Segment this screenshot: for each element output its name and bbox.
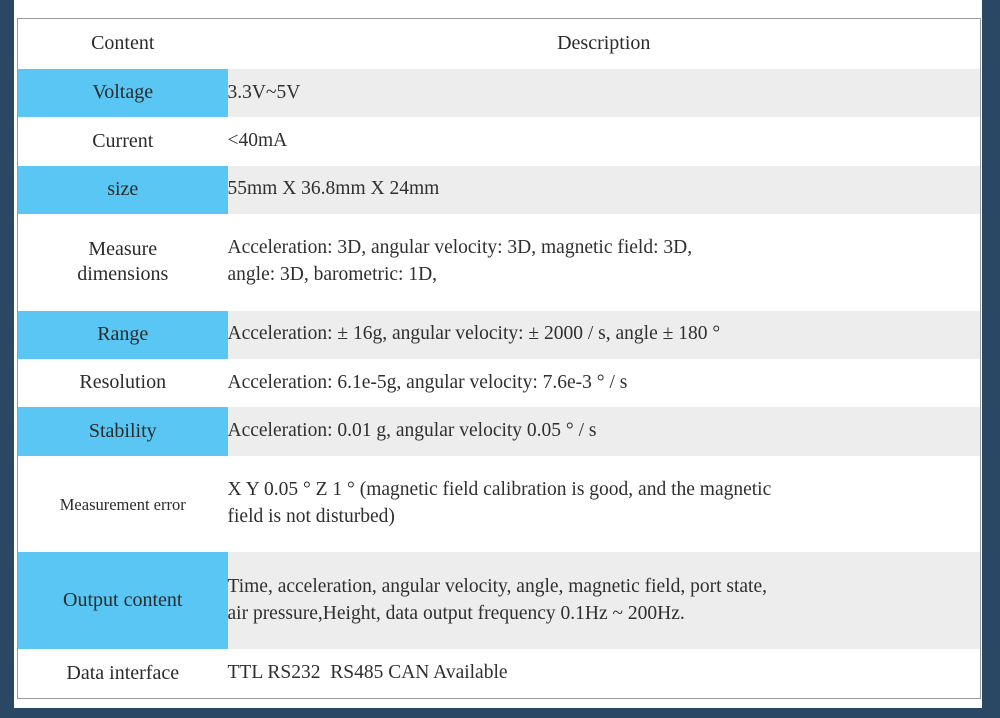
slide-bottom-accent-bar	[0, 708, 1000, 718]
row-label-cell: Data interface	[18, 649, 228, 698]
row-label-cell: Resolution	[18, 359, 228, 407]
row-label-line: Measure	[88, 237, 158, 260]
row-description-line: TTL RS232 RS485 CAN Available	[227, 662, 508, 684]
header-cell-description: Description	[228, 19, 981, 69]
table-row	[18, 214, 981, 311]
table-row	[18, 311, 981, 359]
row-label-cell: Range	[18, 311, 228, 359]
slide-left-accent-bar	[0, 0, 14, 718]
row-label-line: dimensions	[77, 263, 169, 286]
slide-right-accent-bar	[982, 0, 1000, 718]
row-label-cell: Voltage	[18, 69, 228, 117]
row-description-line: Acceleration: 3D, angular velocity: 3D, magnetic field: 3D,	[227, 237, 693, 259]
specification-table	[17, 18, 981, 699]
table-body	[18, 19, 981, 699]
row-label-cell: Current	[18, 117, 228, 165]
row-description-line: 55mm X 36.8mm X 24mm	[227, 178, 440, 200]
row-description-cell	[228, 407, 981, 455]
table-row	[18, 166, 981, 214]
row-description-line: Acceleration: 6.1e-5g, angular velocity: 7.6e-3 ° / s	[227, 371, 628, 393]
row-description-line: Acceleration: 0.01 g, angular velocity 0.05 ° / s	[227, 420, 597, 442]
row-description-cell	[228, 649, 981, 698]
table-row	[18, 359, 981, 407]
table-row	[18, 552, 981, 649]
row-description-cell	[228, 552, 981, 649]
row-description-cell	[228, 359, 981, 407]
header-cell-content: Content	[18, 19, 228, 69]
table-row	[18, 117, 981, 165]
row-description-cell	[228, 214, 981, 311]
row-label-cell: Stability	[18, 407, 228, 455]
row-label-cell	[18, 214, 228, 311]
row-description-cell	[228, 69, 981, 117]
table-row	[18, 69, 981, 117]
row-label-cell: Measurement error	[18, 456, 228, 553]
row-description-line: Acceleration: ± 16g, angular velocity: ± 2000 / s, angle ± 180 °	[227, 323, 721, 345]
row-label-cell: Output content	[18, 552, 228, 649]
table-row	[18, 407, 981, 455]
row-description-cell	[228, 456, 981, 553]
row-description-line: air pressure,Height, data output frequency 0.1Hz ~ 200Hz.	[227, 602, 685, 624]
row-description-cell	[228, 166, 981, 214]
table-header-row	[18, 19, 981, 69]
row-description-line: X Y 0.05 ° Z 1 ° (magnetic field calibration is good, and the magnetic	[227, 479, 772, 501]
row-description-line: <40mA	[227, 130, 288, 152]
row-description-cell	[228, 311, 981, 359]
row-label-cell: size	[18, 166, 228, 214]
row-description-line: Time, acceleration, angular velocity, angle, magnetic field, port state,	[227, 575, 767, 597]
table-row	[18, 456, 981, 553]
row-description-line: angle: 3D, barometric: 1D,	[227, 264, 438, 286]
row-description-line: 3.3V~5V	[227, 81, 301, 103]
row-description-line: field is not disturbed)	[227, 506, 395, 528]
table-row	[18, 649, 981, 698]
row-description-cell	[228, 117, 981, 165]
